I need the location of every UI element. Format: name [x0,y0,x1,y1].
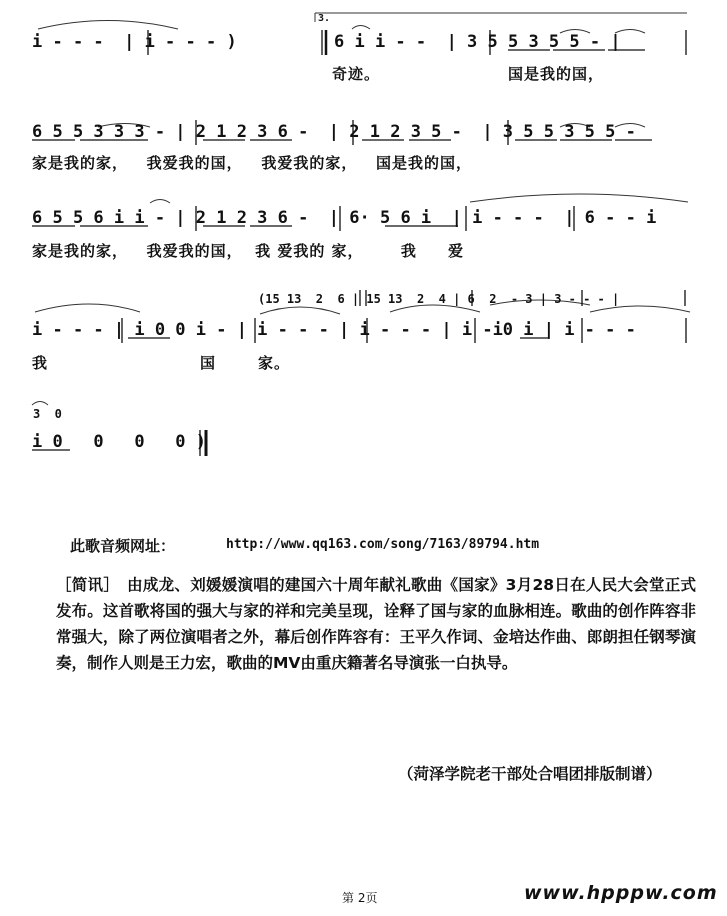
score-row4-notes: i - - - | i 0 0 i - | i - - - | i - - - | i -i0 i | i - - - [32,320,636,340]
page-number: 第 2页 [342,891,378,905]
site-watermark: www.hpppw.com [524,882,718,904]
score-row5-notes: i 0 0 0 0 ) [32,432,206,452]
score-row2-notes: 6 5 5 3 3 3 - | 2 1 2 3 6 - | 2 1 2 3 5 - | 3 5 5 3 5 5 - [32,122,636,142]
score-row5-small-notes: 3 0 [33,407,62,421]
score-row3-lyrics: 家是我的家， 我爱我的国， 我 爱我的 家， 我 爱 [32,242,465,260]
score-row1-left-notes: i - - - | i - - - ) [32,32,237,52]
intro-paragraph: ［简讯］ 由成龙、刘媛媛演唱的建国六十周年献礼歌曲《国家》3月28日在人民大会堂正式发布。这首歌将国的强大与家的祥和完美呈现，诠释了国与家的血脉相连。歌曲的创作阵容非常强大，除了两位演唱者之外，幕后创作阵容有：王平久作词、金培达作曲、郎朗担任钢琴演奏，制作人则是王力宏，歌曲的MV由重庆籍著名导演张一白执导。 [56,576,696,672]
row1-lyric-qiji: 奇迹。 [332,65,381,83]
audio-url-link[interactable]: http://www.qq163.com/song/7163/89794.htm [226,537,540,552]
score-row4-accompaniment: (15 13 2 6 | 15 13 2 4 | 6 2 - 3 | 3 - - - | [258,292,620,306]
audio-label: 此歌音频网址： [70,537,176,555]
score-row2-lyrics: 家是我的家， 我爱我的国， 我爱我的家， 国是我的国， [32,154,473,172]
row4-lyric-guo: 国 [200,354,217,372]
volta-label: 3. [318,13,331,24]
row1-lyric-guo: 国是我的国， [508,65,605,83]
score-row1-right-notes: 6 i i - - | 3 5 5 3 5 5 - | [334,32,621,52]
credit-line: （菏泽学院老干部处合唱团排版制谱） [398,765,662,783]
score-row3-notes: 6 5 5 6 i i - | 2 1 2 3 6 - | 6· 5 6 i | i - - - | 6 - - i [32,208,657,228]
row4-lyric-wo: 我 [32,354,49,372]
row4-lyric-jia: 家。 [258,354,291,372]
